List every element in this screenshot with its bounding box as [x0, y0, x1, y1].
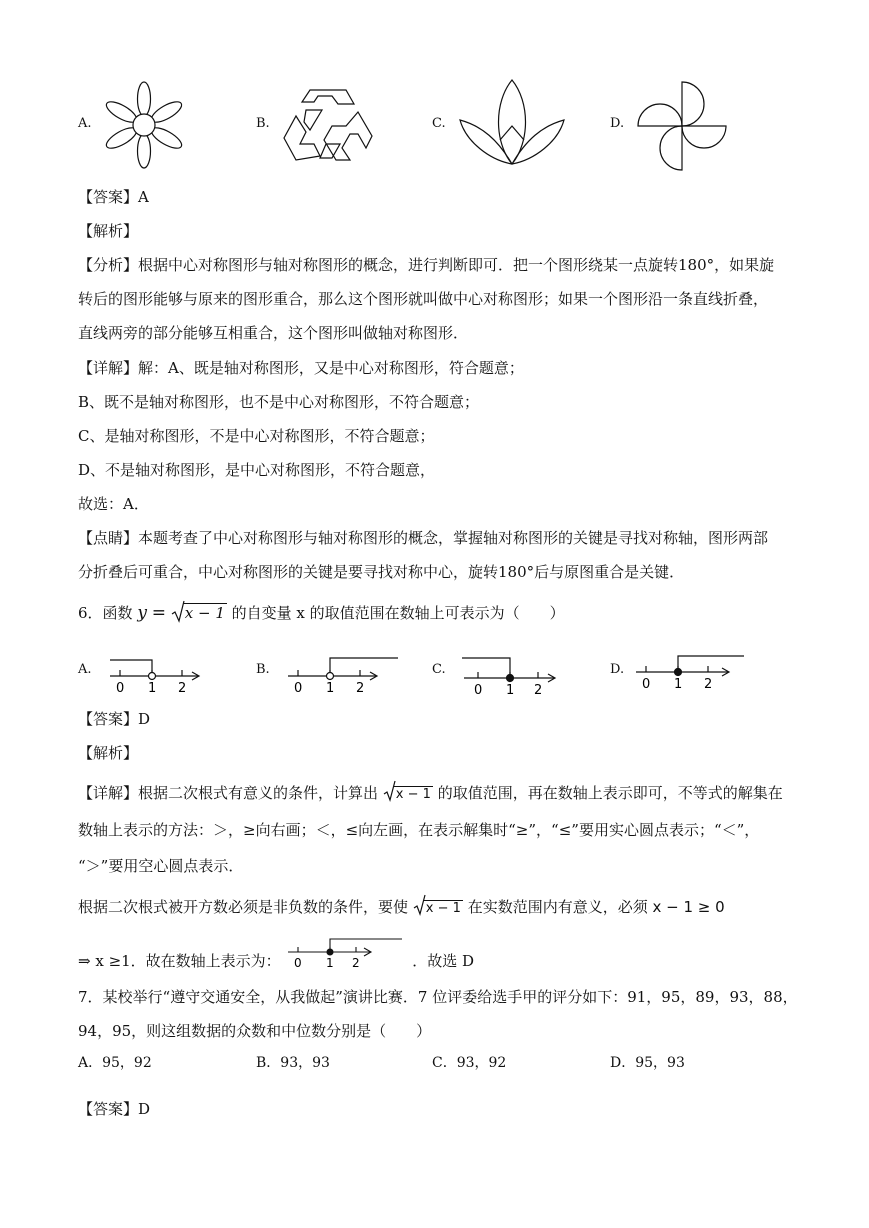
q7-option-c: C．93，92 — [432, 1055, 507, 1071]
q6-detail-4-prefix: 根据二次根式被开方数必须是非负数的条件，要使 — [78, 898, 409, 916]
q6-analysis-heading: 【解析】 — [78, 744, 139, 762]
tick-label: 0 — [294, 681, 303, 696]
tick-label: 0 — [116, 681, 125, 696]
q7-option-d: D．95，93 — [610, 1055, 685, 1071]
q6-option-c-label: C. — [432, 662, 446, 677]
q6-detail-line-3: “＞”要用空心圆点表示． — [78, 857, 244, 875]
q5-fenxi-line-2: 转后的图形能够与原来的图形重合，那么这个图形就叫做中心对称图形；如果一个图形沿一条直线折叠， — [78, 290, 769, 308]
q6-stem — [78, 602, 565, 624]
q5-detail-line-4: D、不是轴对称图形，是中心对称图形，不符合题意， — [78, 461, 436, 479]
q6-detail-4-condition: x − 1 ≥ 0 — [652, 898, 725, 916]
radical-sign-icon — [413, 893, 426, 919]
q5-option-b-label: B. — [256, 116, 270, 131]
q7-option-a: A．95，92 — [78, 1055, 152, 1071]
tick-label: 2 — [356, 681, 365, 696]
tick-label: 2 — [704, 677, 713, 692]
tick-label: 1 — [148, 681, 157, 696]
q5-detail-line-2: B、既不是轴对称图形，也不是中心对称图形，不符合题意； — [78, 393, 480, 411]
q5-option-c-label: C. — [432, 116, 446, 131]
q6-detail-4-radicand: x − 1 — [425, 901, 461, 916]
q6-stem-prefix: 6．函数 — [78, 604, 133, 622]
q5-analysis-heading: 【解析】 — [78, 222, 139, 240]
q5-option-a-label: A. — [78, 116, 92, 131]
tick-label: 1 — [326, 956, 334, 970]
q7-answer: 【答案】D — [78, 1100, 151, 1118]
tick-label: 1 — [326, 681, 335, 696]
tick-label: 2 — [178, 681, 187, 696]
radical-sign-icon — [171, 599, 185, 625]
q6-option-b-label: B. — [256, 662, 270, 677]
tick-label: 2 — [534, 683, 543, 698]
tick-label: 0 — [642, 677, 651, 692]
radical-sign-icon — [383, 779, 396, 805]
q5-choose: 故选：A． — [78, 495, 149, 513]
q6-answer: 【答案】D — [78, 710, 151, 728]
q6-number-line-a — [106, 652, 206, 696]
q6-detail-1-prefix: 【详解】根据二次根式有意义的条件，计算出 — [78, 784, 379, 802]
tick-label: 0 — [474, 683, 483, 698]
q6-detail-5-suffix: ．故选 D — [412, 952, 475, 970]
tick-label: 0 — [294, 956, 302, 970]
q5-comment-line-1: 【点睛】本题考查了中心对称图形与轴对称图形的概念，掌握轴对称图形的关键是寻找对称轴，图形两部 — [78, 529, 769, 547]
tick-label: 1 — [674, 677, 683, 692]
flower-figure — [104, 80, 184, 170]
q6-func-radicand: x − 1 — [184, 604, 225, 622]
q6-option-a-label: A. — [78, 662, 92, 677]
q7-stem-line-1: 7．某校举行“遵守交通安全，从我做起”演讲比赛．7 位评委给选手甲的评分如下：91，95，89，93，88， — [78, 988, 798, 1006]
pinwheel-figure — [636, 78, 732, 174]
q6-number-line-d — [632, 650, 750, 694]
lotus-figure — [456, 76, 568, 170]
tick-label: 2 — [352, 956, 360, 970]
q6-detail-4-middle: 在实数范围内有意义，必须 — [467, 898, 648, 916]
q6-detail-1-suffix: 的取值范围，再在数轴上表示即可，不等式的解集在 — [437, 784, 783, 802]
q5-answer: 【答案】A — [78, 188, 149, 206]
q5-fenxi-line-3: 直线两旁的部分能够互相重合，这个图形叫做轴对称图形． — [78, 324, 469, 342]
q5-detail-line-1: 【详解】解：A、既是轴对称图形，又是中心对称图形，符合题意； — [78, 359, 524, 377]
q5-comment-line-2: 分折叠后可重合，中心对称图形的关键是要寻找对称中心，旋转180°后与原图重合是关键． — [78, 563, 685, 581]
q6-number-line-b — [284, 652, 402, 696]
q6-detail-5-implies: ⇒ x ≥1．故在数轴上表示为： — [78, 952, 281, 970]
q7-option-b: B．93，93 — [256, 1055, 330, 1071]
q6-detail-line-2: 数轴上表示的方法：＞，≥向右画；＜，≤向左画，在表示解集时“≥”，“≤”要用实心圆点表示；“＜”， — [78, 821, 760, 839]
q5-fenxi-line-1: 【分析】根据中心对称图形与轴对称图形的概念，进行判断即可．把一个图形绕某一点旋转180°，如果旋 — [78, 256, 775, 274]
tick-label: 1 — [506, 683, 515, 698]
q6-number-line-c — [458, 652, 562, 698]
q6-detail-line-5 — [78, 944, 474, 972]
q6-stem-suffix: 的自变量 x 的取值范围在数轴上可表示为（ ） — [231, 604, 565, 622]
q6-func-y: y — [137, 603, 147, 623]
q7-stem-line-2: 94，95，则这组数据的众数和中位数分别是（ ） — [78, 1022, 432, 1040]
q5-detail-line-3: C、是轴对称图形，不是中心对称图形，不符合题意； — [78, 427, 435, 445]
q6-func-eq: = — [151, 603, 166, 623]
q6-inline-number-line — [284, 934, 406, 970]
q6-detail-line-4 — [78, 896, 725, 920]
q6-option-d-label: D. — [610, 662, 625, 677]
q6-detail-1-radicand: x − 1 — [395, 787, 431, 802]
recycle-figure — [280, 82, 376, 168]
q5-option-d-label: D. — [610, 116, 625, 131]
q6-detail-line-1 — [78, 782, 783, 806]
